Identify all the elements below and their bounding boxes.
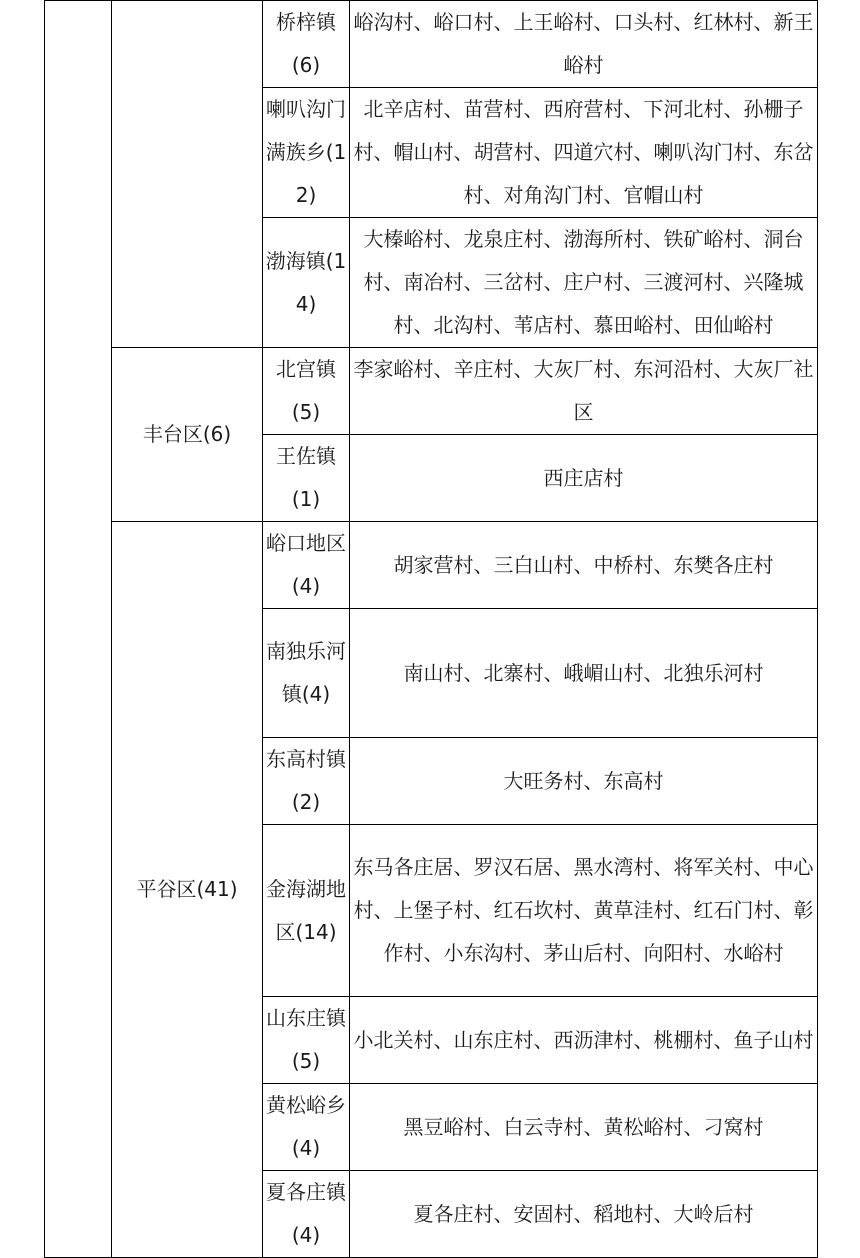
villages-cell: 峪沟村、峪口村、上王峪村、口头村、红林村、新王峪村	[350, 1, 818, 88]
town-cell: 黄松峪乡(4)	[263, 1084, 350, 1171]
villages-cell: 大旺务村、东高村	[350, 738, 818, 825]
villages-cell: 北辛店村、苗营村、西府营村、下河北村、孙栅子村、帽山村、胡营村、四道穴村、喇叭沟门村、东岔村、对角沟门村、官帽山村	[350, 88, 818, 218]
town-cell: 喇叭沟门满族乡(12)	[263, 88, 350, 218]
table-row	[45, 1, 818, 88]
villages-cell: 南山村、北寨村、峨嵋山村、北独乐河村	[350, 609, 818, 738]
villages-cell: 李家峪村、辛庄村、大灰厂村、东河沿村、大灰厂社区	[350, 348, 818, 435]
town-cell: 北宫镇(5)	[263, 348, 350, 435]
village-table	[44, 0, 818, 1258]
table-row	[45, 522, 818, 609]
town-cell: 夏各庄镇(4)	[263, 1171, 350, 1258]
villages-cell: 胡家营村、三白山村、中桥村、东樊各庄村	[350, 522, 818, 609]
town-cell: 南独乐河镇(4)	[263, 609, 350, 738]
district-cell	[112, 1, 263, 348]
town-cell: 桥梓镇(6)	[263, 1, 350, 88]
district-cell: 平谷区(41)	[112, 522, 263, 1258]
town-cell: 渤海镇(14)	[263, 218, 350, 348]
villages-cell: 东马各庄居、罗汉石居、黑水湾村、将军关村、中心村、上堡子村、红石坎村、黄草洼村、红石门村、彰作村、小东沟村、茅山后村、向阳村、水峪村	[350, 825, 818, 997]
villages-cell: 西庄店村	[350, 435, 818, 522]
villages-cell: 小北关村、山东庄村、西沥津村、桃棚村、鱼子山村	[350, 997, 818, 1084]
town-cell: 王佐镇(1)	[263, 435, 350, 522]
district-cell: 丰台区(6)	[112, 348, 263, 522]
town-cell: 金海湖地区(14)	[263, 825, 350, 997]
table-row	[45, 348, 818, 435]
town-cell: 东高村镇(2)	[263, 738, 350, 825]
villages-cell: 夏各庄村、安固村、稻地村、大岭后村	[350, 1171, 818, 1258]
province-column-cell	[45, 1, 112, 1258]
town-cell: 峪口地区(4)	[263, 522, 350, 609]
villages-cell: 大榛峪村、龙泉庄村、渤海所村、铁矿峪村、洞台村、南冶村、三岔村、庄户村、三渡河村、兴隆城村、北沟村、苇店村、慕田峪村、田仙峪村	[350, 218, 818, 348]
town-cell: 山东庄镇(5)	[263, 997, 350, 1084]
villages-cell: 黑豆峪村、白云寺村、黄松峪村、刁窝村	[350, 1084, 818, 1171]
